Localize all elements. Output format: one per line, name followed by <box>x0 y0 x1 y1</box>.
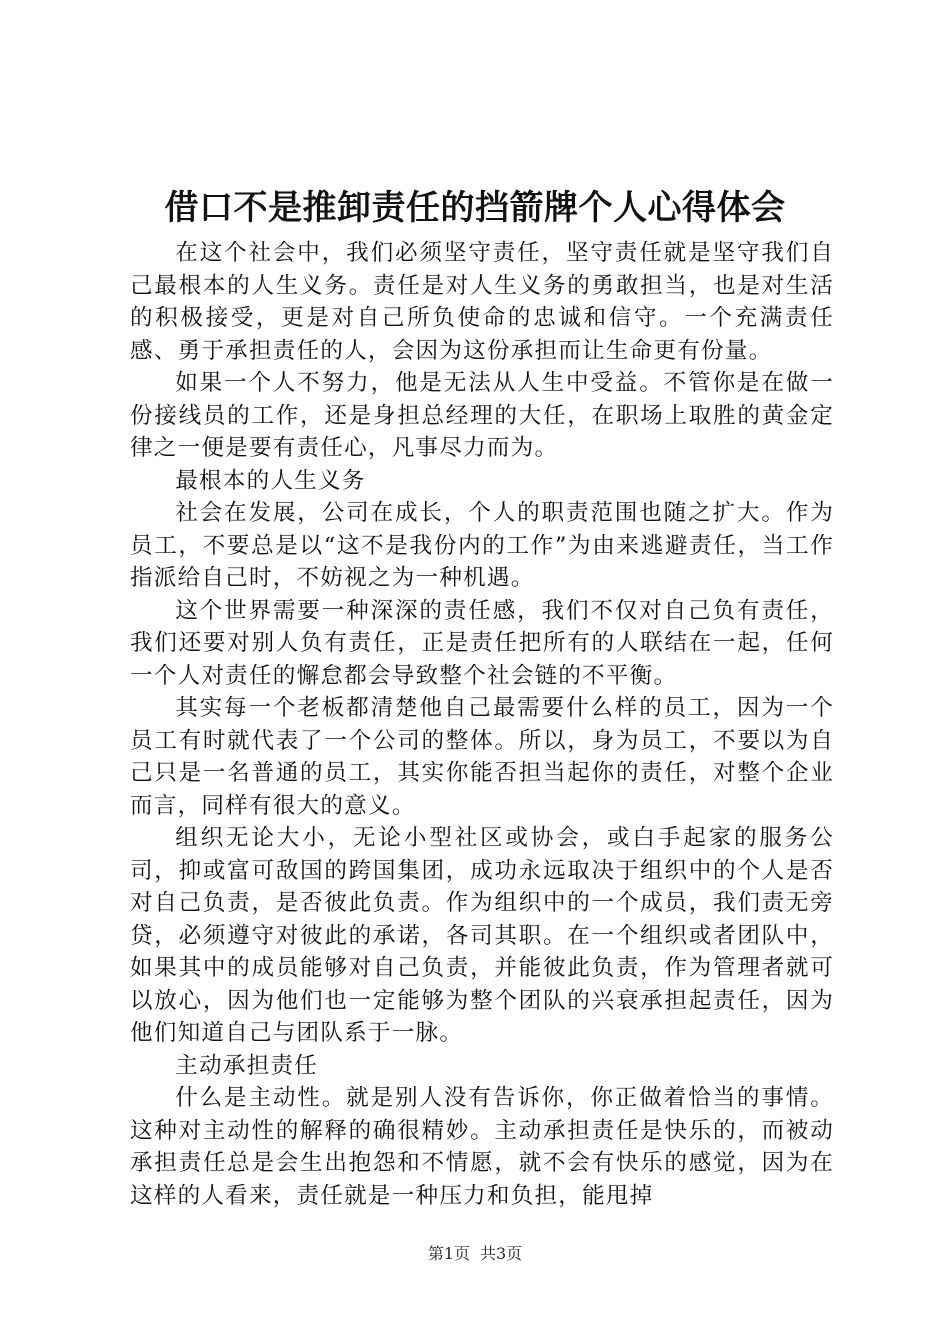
page-total: 共3页 <box>480 1244 523 1263</box>
paragraph-6: 组织无论大小，无论小型社区或协会，或白手起家的服务公司，抑或富可敌国的跨国集团，成功永远取决于组织中的个人是否对自己负责，是否彼此负责。作为组织中的一个成员，我们责无旁贷，必须遵守对彼此的承诺，各司其职。在一个组织或者团队中，如果其中的成员能够对自己负责，并能彼此负责，作为管理者就可以放心，因为他们也一定能够为整个团队的兴衰承担起责任，因为他们知道自己与团队系于一脉。 <box>130 825 834 1046</box>
document-body <box>130 237 834 1212</box>
section-heading-1: 最根本的人生义务 <box>175 467 366 494</box>
section-heading-2: 主动承担责任 <box>175 1052 318 1079</box>
page-footer <box>0 1243 950 1265</box>
paragraph-2: 如果一个人不努力，他是无法从人生中受益。不管你是在做一份接线员的工作，还是身担总经理的大任，在职场上取胜的黄金定律之一便是要有责任心，凡事尽力而为。 <box>130 370 834 461</box>
paragraph-3: 社会在发展，公司在成长，个人的职责范围也随之扩大。作为员工，不要总是以“这不是我份内的工作”为由来逃避责任，当工作指派给自己时，不妨视之为一种机遇。 <box>130 500 834 591</box>
paragraph-4: 这个世界需要一种深深的责任感，我们不仅对自己负有责任，我们还要对别人负有责任，正是责任把所有的人联结在一起，任何一个人对责任的懈怠都会导致整个社会链的不平衡。 <box>130 597 834 689</box>
paragraph-1: 在这个社会中，我们必须坚守责任，坚守责任就是坚守我们自己最根本的人生义务。责任是对人生义务的勇敢担当，也是对生活的积极接受，更是对自己所负使命的忠诚和信守。一个充满责任感、勇于承担责任的人，会因为这份承担而让生命更有份量。 <box>130 240 834 364</box>
document-title: 借口不是推卸责任的挡箭牌个人心得体会 <box>164 188 786 228</box>
paragraph-7: 什么是主动性。就是别人没有告诉你，你正做着恰当的事情。这种对主动性的解释的确很精妙。主动承担责任是快乐的，而被动承担责任总是会生出抱怨和不情愿，就不会有快乐的感觉，因为在这样的人看来，责任就是一种压力和负担，能甩掉 <box>130 1085 834 1209</box>
paragraph-5: 其实每一个老板都清楚他自己最需要什么样的员工，因为一个员工有时就代表了一个公司的整体。所以，身为员工，不要以为自己只是一名普通的员工，其实你能否担当起你的责任，对整个企业而言，同样有很大的意义。 <box>130 695 834 819</box>
page-number: 第1页 <box>427 1244 470 1263</box>
